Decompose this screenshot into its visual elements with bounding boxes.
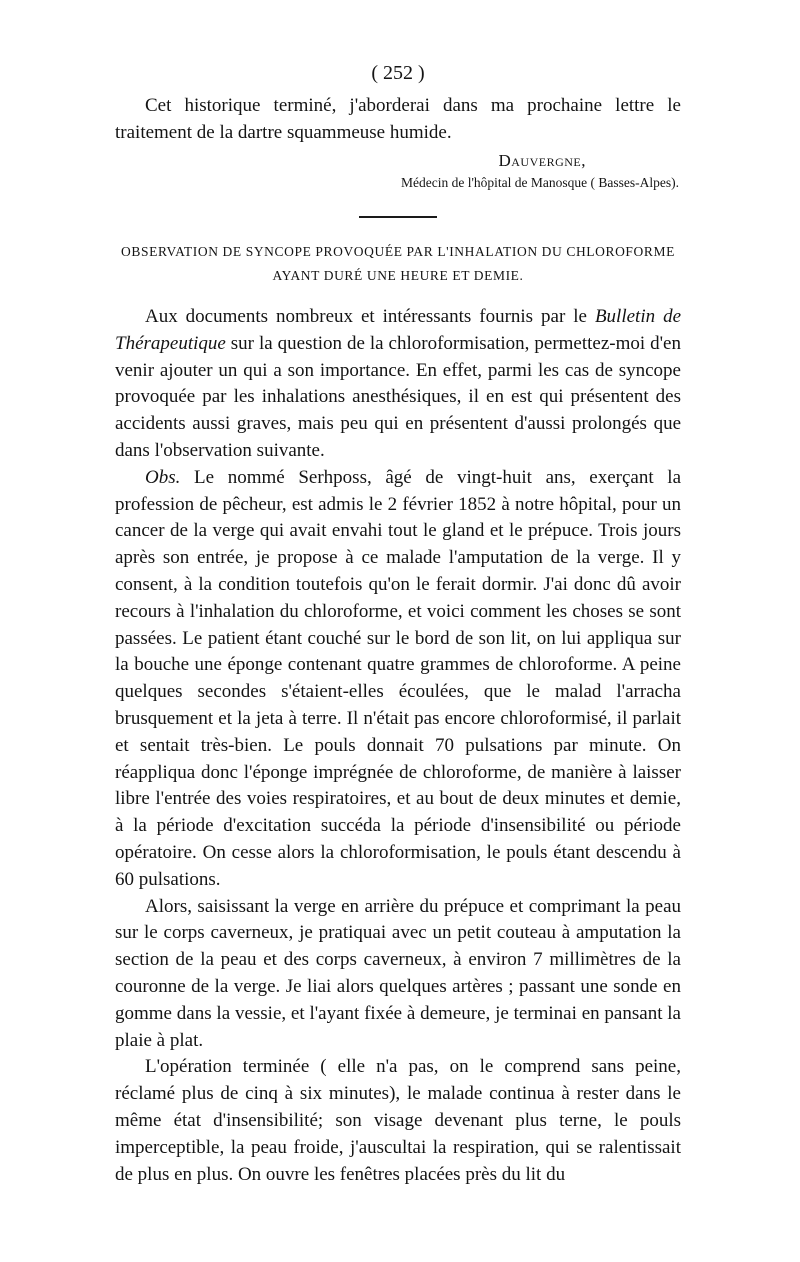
previous-article-closing-text: Cet historique terminé, j'aborderai dans ma prochaine lettre le traitement de la dartre squammeuse humide. (115, 95, 681, 143)
section-divider (359, 216, 437, 218)
journal-title: Bulletin de Thérapeutique (115, 306, 682, 354)
post-operation-paragraph: L'opération terminée ( elle n'a pas, on le comprend sans peine, réclamé plus de cinq à six minutes), le malade continua à rester dans le même état d'insensibilité; son visage devenant plus terne, le pouls imperceptible, la peau froide, j'auscultai la respiration, qui se ralentissait de plus en plus. On ouvre les fenêtres placées près du lit du (115, 1056, 681, 1185)
page-number: ( 252 ) (371, 62, 425, 84)
observation-label: Obs. (145, 466, 181, 488)
author-affiliation: Médecin de l'hôpital de Manosque ( Basses-Alpes). (401, 175, 679, 190)
author-signature: Dauvergne, (498, 151, 586, 170)
observation-text: Le nommé Serhposs, âgé de vingt-huit ans, exerçant la profession de pêcheur, est admis le 2 février 1852 à notre hôpital, pour un cancer de la verge qui avait envahi tout le gland et le prépuce. Trois jours après son entrée, je propose à ce malade l'amputation de la verge. Il y consent, à la condition toutefois qu'on le ferait dormir. J'ai donc dû avoir recours à l'inhalation du chloroforme, et voici comment les choses se sont passées. Le patient étant couché sur le bord de son lit, on lui appliqua sur la bouche une éponge contenant quatre grammes de chloroforme. A peine quelques secondes s'étaient-elles écoulées, que le malad l'arracha brusquement et la jeta à terre. Il n'était pas encore chloroformisé, il parlait et sentait très-bien. Le pouls donnait 70 pulsations par minute. On réappliqua donc l'éponge imprégnée de chloroforme, de manière à laisser libre l'entrée des voies respiratoires, et au bout de deux minutes et demie, à la période d'excitation succéda la période d'insensibilité ou période opératoire. On cesse alors la chloroformisation, le pouls étant descendu à 60 pulsations. (115, 466, 681, 890)
intro-text-end: sur la question de la chloroformisation, permettez-moi d'en venir ajouter un qui a son importance. En effet, parmi les cas de syncope provoquée par les inhalations anesthésiques, il en est qui présentent des accidents aussi graves, mais peu qui en présentent d'aussi prolongés que dans l'observation suivante. (115, 332, 681, 461)
intro-paragraph (115, 304, 681, 465)
document-page (115, 58, 681, 1188)
operation-paragraph: Alors, saisissant la verge en arrière du prépuce et comprimant la peau sur le corps caverneux, je pratiquai avec un petit couteau à amputation la section de la peau et des corps caverneux, à environ 7 millimètres de la couronne de la verge. Je liai alors quelques artères ; passant une sonde en gomme dans la vessie, et l'ayant fixée à demeure, je terminai en pansant la plaie à plat. (115, 895, 681, 1051)
intro-text-start: Aux documents nombreux et intéressants fournis par le (145, 306, 595, 327)
article-title: OBSERVATION DE SYNCOPE PROVOQUÉE PAR L'INHALATION DU CHLOROFORME AYANT DURÉ UNE HEURE ET DEMIE. (121, 244, 675, 283)
observation-paragraph (115, 465, 681, 894)
